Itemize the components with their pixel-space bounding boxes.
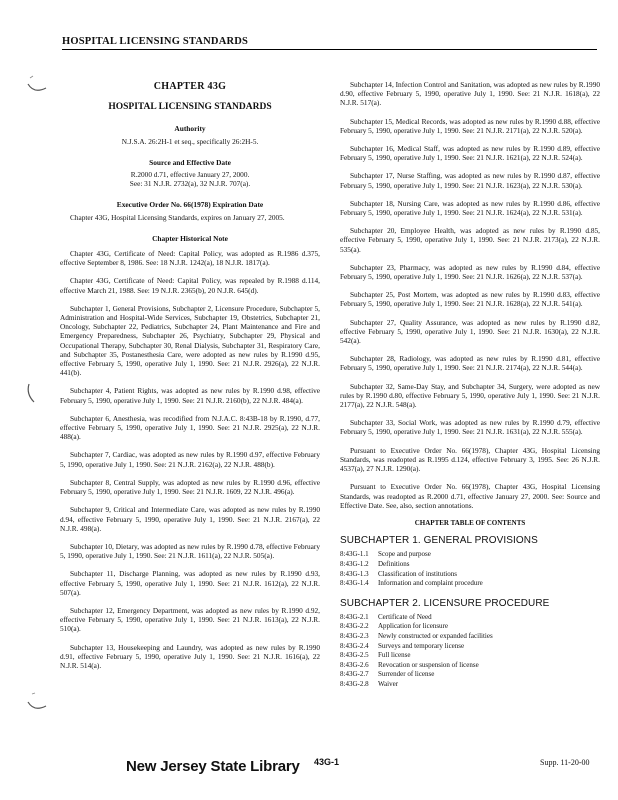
history-paragraph: Subchapter 11, Discharge Planning, was adopted as new rules by R.1990 d.93, effective February 5, 1990, operative July 1, 1990. See: 21 N.J.R. 1612(a), 22 N.J.R. 507(a). — [60, 569, 320, 597]
contents-row[interactable] — [340, 622, 600, 632]
contents-row[interactable] — [340, 680, 600, 690]
contents-row[interactable] — [340, 570, 600, 580]
history-paragraph: Subchapter 9, Critical and Intermediate Care, was adopted as new rules by R.1990 d.94, effective February 5, 1990, operative July 1, 1990. See: 21 N.J.R. 2167(a), 22 N.J.R. 498(a). — [60, 505, 320, 533]
section-title: Scope and purpose — [378, 550, 431, 559]
history-paragraph: Subchapter 25, Post Mortem, was adopted as new rules by R.1990 d.83, effective February 5, 1990, operative July 1, 1990. See: 21 N.J.R. 1628(a), 22 N.J.R. 541(a). — [340, 290, 600, 309]
contents-row[interactable] — [340, 670, 600, 680]
section-number: 8:43G-2.8 — [340, 680, 369, 689]
expiration-heading: Executive Order No. 66(1978) Expiration Date — [116, 200, 264, 210]
contents-row[interactable] — [340, 632, 600, 642]
section-number: 8:43G-2.2 — [340, 622, 369, 631]
history-paragraph: Subchapter 1, General Provisions, Subchapter 2, Licensure Procedure, Subchapter 5, Administration and Hospital-Wide Services, Subchapter 19, Obstetrics, Subchapter 21, Oncology, Subchapter 22, Pediatrics, Subchapter 24, Plant Maintenance and Fire and Emergency Preparedness, Subchapter 26, Psychiatry, Subchapter 29, Physical and Occupational Therapy, Subchapter 30, Renal Dialysis, Subchapter 31, Respiratory Care, and Subchapter 35, Postanesthesia Care, were adopted as new rules by R.1990 d.95, effective February 5, 1990, operative July 1, 1990. See: 21 N.J.R. 2926(a), 22 N.J.R. 441(b). — [60, 303, 320, 378]
history-paragraph: Subchapter 28, Radiology, was adopted as new rules by R.1990 d.81, effective February 5, 1990, operative July 1, 1990. See: 21 N.J.R. 2174(a), 22 N.J.R. 544(a). — [340, 354, 600, 373]
source-line: R.2000 d.71, effective January 27, 2000. — [130, 170, 250, 180]
history-paragraph: Subchapter 18, Nursing Care, was adopted as new rules by R.1990 d.86, effective February 5, 1990, operative July 1, 1990. See: 21 N.J.R. 1624(a), 22 N.J.R. 531(a). — [340, 198, 600, 218]
source-heading: Source and Effective Date — [149, 157, 231, 167]
contents-row[interactable] — [340, 642, 600, 652]
section-number: 8:43G-1.1 — [340, 550, 369, 559]
history-paragraph: Pursuant to Executive Order No. 66(1978), Chapter 43G, Hospital Licensing Standards, was readopted as R.2000 d.71, effective January 27, 2000. See: Source and Effective Date. See, also, section annotations. — [340, 482, 600, 510]
footer-library: New Jersey State Library — [126, 758, 300, 775]
source-block — [60, 158, 320, 189]
section-title: Information and complaint procedure — [378, 579, 483, 588]
history-paragraph: Chapter 43G, Certificate of Need: Capital Policy, was repealed by R.1988 d.114, effective March 21, 1988. See: 19 N.J.R. 2365(b), 20 N.J.R. 645(d). — [60, 276, 320, 295]
section-number: 8:43G-1.3 — [340, 569, 369, 578]
history-paragraph: Subchapter 27, Quality Assurance, was adopted as new rules by R.1990 d.82, effective February 5, 1990, operative July 1, 1990. See: 21 N.J.R. 1630(a), 22 N.J.R. 542(a). — [340, 317, 600, 346]
section-number: 8:43G-2.1 — [340, 612, 369, 621]
authority-heading: Authority — [174, 124, 206, 134]
contents-subchapter — [340, 599, 600, 690]
history-paragraph: Chapter 43G, Certificate of Need: Capital Policy, was adopted as R.1986 d.375, effective September 8, 1986. See: 18 N.J.R. 1242(a), 18 N.J.R. 1817(a). — [60, 249, 320, 268]
history-paragraph: Subchapter 16, Medical Staff, was adopted as new rules by R.1990 d.89, effective February 5, 1990, operative July 1, 1990. See: 21 N.J.R. 1621(a), 22 N.J.R. 524(a). — [340, 144, 600, 163]
contents-subchapter — [340, 536, 600, 589]
history-paragraph: Subchapter 17, Nurse Staffing, was adopted as new rules by R.1990 d.87, effective February 5, 1990, operative July 1, 1990. See: 21 N.J.R. 1623(a), 22 N.J.R. 530(a). — [340, 171, 600, 190]
history-paragraph: Subchapter 23, Pharmacy, was adopted as new rules by R.1990 d.84, effective February 5, 1990, operative July 1, 1990. See: 21 N.J.R. 1626(a), 22 N.J.R. 537(a). — [340, 262, 600, 282]
section-number: 8:43G-2.3 — [340, 632, 369, 641]
contents-row[interactable] — [340, 579, 600, 589]
authority-text: N.J.S.A. 26:2H-1 et seq., specifically 26:2H-5. — [121, 136, 259, 146]
left-column — [60, 82, 320, 679]
history-paragraph: Subchapter 14, Infection Control and Sanitation, was adopted as new rules by R.1990 d.90, effective February 5, 1990, operative July 1, 1990. See: 21 N.J.R. 1618(a), 22 N.J.R. 517(a). — [340, 80, 600, 108]
section-number: 8:43G-2.5 — [340, 651, 369, 660]
expiration-text: Chapter 43G, Hospital Licensing Standards, expires on January 27, 2005. — [70, 212, 285, 222]
history-paragraph: Subchapter 12, Emergency Department, was adopted as new rules by R.1990 d.92, effective February 5, 1990, operative July 1, 1990. See: 21 N.J.R. 1613(a), 22 N.J.R. 510(a). — [60, 605, 320, 634]
section-number: 8:43G-2.7 — [340, 670, 369, 679]
history-paragraph: Pursuant to Executive Order No. 66(1978), Chapter 43G, Hospital Licensing Standards, was readopted as R.1995 d.124, effective February 3, 1995. See: 26 N.J.R. 4537(a), 27 N.J.R. 1290(a). — [340, 445, 600, 474]
history-paragraph: Subchapter 13, Housekeeping and Laundry, was adopted as new rules by R.1990 d.91, effective February 5, 1990, operative July 1, 1990. See: 21 N.J.R. 1616(a), 22 N.J.R. 514(a). — [60, 642, 320, 670]
section-number: 8:43G-1.2 — [340, 559, 369, 568]
history-paragraph: Subchapter 20, Employee Health, was adopted as new rules by R.1990 d.85, effective February 5, 1990, operative July 1, 1990. See: 21 N.J.R. 2173(a), 22 N.J.R. 535(a). — [340, 226, 600, 254]
section-title: Application for licensure — [378, 622, 448, 631]
subchapter-title: SUBCHAPTER 1. GENERAL PROVISIONS — [340, 535, 538, 547]
history-paragraph: Subchapter 15, Medical Records, was adopted as new rules by R.1990 d.88, effective February 5, 1990, operative July 1, 1990. See: 21 N.J.R. 2171(a), 22 N.J.R. 520(a). — [340, 116, 600, 135]
section-title: Revocation or suspension of license — [378, 660, 479, 669]
history-paragraph: Subchapter 10, Dietary, was adopted as new rules by R.1990 d.78, effective February 5, 1990, operative July 1, 1990. See: 21 N.J.R. 1611(a), 22 N.J.R. 505(a). — [60, 541, 320, 561]
history-paragraph: Subchapter 8, Central Supply, was adopted as new rules by R.1990 d.96, effective February 5, 1990, operative July 1, 1990. See: 21 N.J.R. 1609, 22 N.J.R. 496(a). — [60, 477, 320, 497]
section-title: Surrender of license — [378, 670, 435, 679]
contents-row[interactable] — [340, 651, 600, 661]
subchapter-title: SUBCHAPTER 2. LICENSURE PROCEDURE — [340, 597, 550, 609]
section-number: 8:43G-2.4 — [340, 641, 369, 650]
history-paragraph: Subchapter 4, Patient Rights, was adopted as new rules by R.1990 d.98, effective February 5, 1990, operative July 1, 1990. See: 21 N.J.R. 2160(b), 22 N.J.R. 484(a). — [60, 386, 320, 405]
source-line: See: 31 N.J.R. 2732(a), 32 N.J.R. 707(a). — [129, 179, 251, 189]
section-title: Full license — [378, 651, 411, 660]
contents-heading: CHAPTER TABLE OF CONTENTS — [414, 518, 526, 527]
contents-row[interactable] — [340, 560, 600, 570]
running-header: HOSPITAL LICENSING STANDARDS — [62, 36, 597, 50]
history-paragraph: Subchapter 32, Same-Day Stay, and Subchapter 34, Surgery, were adopted as new rules by R.1990 d.80, effective February 5, 1990, operative July 1, 1990. See: 21 N.J.R. 2177(a), 22 N.J.R. 548(a). — [340, 381, 600, 410]
history-heading: Chapter Historical Note — [152, 233, 228, 243]
section-number: 8:43G-1.4 — [340, 579, 369, 588]
section-title: Definitions — [378, 559, 410, 568]
history-paragraph: Subchapter 33, Social Work, was adopted as new rules by R.1990 d.79, effective February 5, 1990, operative July 1, 1990. See: 21 N.J.R. 1631(a), 22 N.J.R. 555(a). — [340, 418, 600, 437]
punch-hole-icon — [24, 690, 50, 716]
chapter-title: HOSPITAL LICENSING STANDARDS — [108, 102, 272, 113]
contents-row[interactable] — [340, 550, 600, 560]
punch-hole-icon — [24, 70, 50, 96]
history-paragraph: Subchapter 7, Cardiac, was adopted as new rules by R.1990 d.97, effective February 5, 1990, operative July 1, 1990. See: 21 N.J.R. 2162(a), 22 N.J.R. 488(b). — [60, 450, 320, 469]
contents-row[interactable] — [340, 661, 600, 671]
section-number: 8:43G-2.6 — [340, 660, 369, 669]
section-title: Classification of institutions — [378, 569, 457, 578]
chapter-number: CHAPTER 43G — [153, 81, 227, 92]
page-number: 43G-1 — [314, 757, 340, 767]
contents-row[interactable] — [340, 613, 600, 623]
section-title: Surveys and temporary license — [378, 641, 465, 650]
right-column — [340, 80, 600, 700]
history-paragraph: Subchapter 6, Anesthesia, was recodified from N.J.A.C. 8:43B-18 by R.1990, d.77, effective February 5, 1990, operative July 1, 1990. See: 21 N.J.R. 2925(a), 22 N.J.R. 488(a). — [60, 413, 320, 442]
section-title: Waiver — [378, 680, 399, 689]
authority-block — [60, 124, 320, 145]
supplement-date: Supp. 11-20-00 — [540, 758, 590, 767]
expiration-block — [60, 200, 320, 221]
punch-hole-icon — [24, 380, 50, 406]
section-title: Newly constructed or expanded facilities — [378, 632, 493, 641]
section-title: Certificate of Need — [378, 612, 432, 621]
